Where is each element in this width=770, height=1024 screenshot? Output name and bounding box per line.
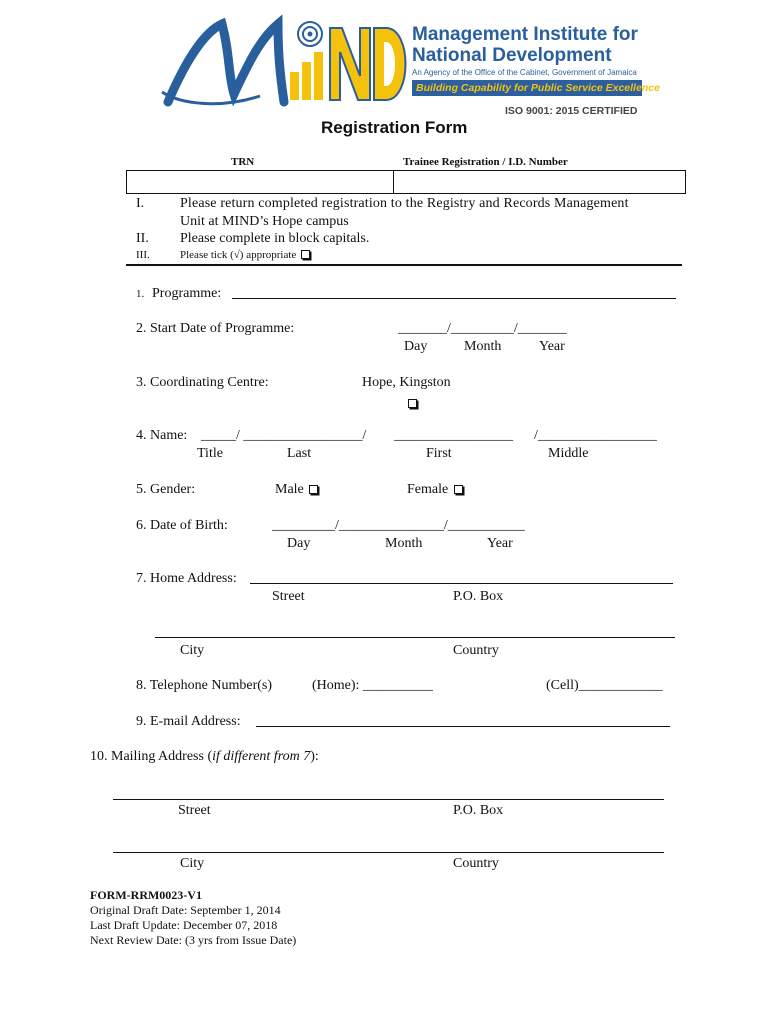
trn-label: TRN: [231, 156, 255, 168]
mailing-pobox-caption: P.O. Box: [453, 803, 504, 818]
gender-female-option[interactable]: [407, 482, 463, 498]
mailing-label-note: if different from 7: [212, 749, 311, 764]
next-review-date: Next Review Date: (3 yrs from Issue Date): [90, 933, 297, 947]
home-pobox-caption: P.O. Box: [453, 589, 504, 604]
checkbox-icon: [408, 399, 417, 408]
mailing-address-label: [90, 749, 319, 765]
start-date-label: 2. Start Date of Programme:: [136, 321, 295, 336]
agency-text: An Agency of the Office of the Cabinet, Government of Jamaica: [412, 68, 637, 77]
name-label: 4. Name:: [136, 428, 188, 443]
name-middle-input[interactable]: /_________________: [534, 428, 657, 443]
instruction-2-number: II.: [136, 231, 149, 246]
last-draft-update: Last Draft Update: December 07, 2018: [90, 918, 278, 932]
checkbox-icon: [309, 485, 318, 494]
dob-label: 6. Date of Birth:: [136, 518, 228, 533]
instruction-3-row: [180, 249, 310, 261]
dob-input[interactable]: _________/_______________/___________: [272, 518, 525, 533]
footer: [90, 888, 296, 948]
logo: [160, 14, 410, 112]
mailing-label-text: 10. Mailing Address (: [90, 749, 213, 764]
home-address-street-input[interactable]: [250, 583, 673, 584]
mailing-street-input[interactable]: [113, 799, 664, 800]
mind-logo-graphic: [160, 14, 410, 112]
name-middle-caption: Middle: [548, 446, 589, 461]
start-date-input[interactable]: _______/_________/_______: [398, 321, 567, 336]
gender-male-option[interactable]: [275, 482, 318, 498]
id-table: [126, 170, 686, 194]
name-title-caption: Title: [197, 446, 223, 461]
programme-number: 1.: [136, 288, 145, 300]
iso-certified: ISO 9001: 2015 CERTIFIED: [505, 105, 638, 117]
programme-label: Programme:: [152, 286, 222, 301]
mailing-country-caption: Country: [453, 856, 499, 871]
male-label: Male: [275, 482, 304, 497]
instruction-1-text-cont: Unit at MIND’s Hope campus: [180, 214, 349, 229]
dob-year-caption: Year: [487, 536, 513, 551]
instruction-2-text: Please complete in block capitals.: [180, 231, 370, 246]
name-last-caption: Last: [287, 446, 312, 461]
start-month-label: Month: [464, 339, 502, 354]
trainee-id-field[interactable]: [394, 171, 685, 193]
centre-option-checkbox[interactable]: [406, 394, 417, 412]
home-city-caption: City: [180, 643, 205, 658]
mailing-city-caption: City: [180, 856, 205, 871]
tick-box-icon: [301, 250, 310, 259]
coordinating-centre-label: 3. Coordinating Centre:: [136, 375, 269, 390]
home-country-caption: Country: [453, 643, 499, 658]
tagline-banner: Building Capability for Public Service Excellence: [412, 80, 642, 96]
home-address-city-input[interactable]: [155, 637, 675, 638]
mailing-street-caption: Street: [178, 803, 211, 818]
trainee-id-label: Trainee Registration / I.D. Number: [403, 156, 568, 168]
name-first-caption: First: [426, 446, 452, 461]
instruction-3-text: Please tick (√) appropriate: [180, 249, 297, 261]
org-name-line2: National Development: [412, 45, 612, 66]
start-year-label: Year: [539, 339, 565, 354]
org-name-block: [412, 24, 660, 96]
home-address-label: 7. Home Address:: [136, 571, 237, 586]
gender-label: 5. Gender:: [136, 482, 196, 497]
instruction-3-number: III.: [136, 249, 150, 261]
email-label: 9. E-mail Address:: [136, 714, 241, 729]
email-input[interactable]: [256, 726, 670, 727]
checkbox-icon: [454, 485, 463, 494]
start-day-label: Day: [404, 339, 428, 354]
programme-input[interactable]: [232, 298, 676, 299]
centre-option-label: Hope, Kingston: [362, 375, 451, 390]
mailing-city-input[interactable]: [113, 852, 664, 853]
name-title-last-input[interactable]: _____/ _________________/: [201, 428, 367, 443]
mailing-label-end: ):: [310, 749, 319, 764]
form-code: FORM-RRM0023-V1: [90, 888, 202, 902]
telephone-label: 8. Telephone Number(s): [136, 678, 273, 693]
home-phone-input[interactable]: (Home): __________: [312, 678, 433, 693]
instruction-1-text: Please return completed registration to the Registry and Records Management: [180, 196, 629, 211]
female-label: Female: [407, 482, 449, 497]
org-name-line1: Management Institute for: [412, 24, 638, 45]
cell-phone-input[interactable]: (Cell)____________: [546, 678, 663, 693]
name-first-input[interactable]: _________________: [394, 428, 513, 443]
instruction-1-number: I.: [136, 196, 145, 211]
trn-field[interactable]: [127, 171, 394, 193]
instructions-divider: [126, 264, 682, 266]
dob-month-caption: Month: [385, 536, 423, 551]
home-street-caption: Street: [272, 589, 305, 604]
form-title: Registration Form: [321, 118, 468, 137]
original-draft-date: Original Draft Date: September 1, 2014: [90, 903, 281, 917]
dob-day-caption: Day: [287, 536, 311, 551]
